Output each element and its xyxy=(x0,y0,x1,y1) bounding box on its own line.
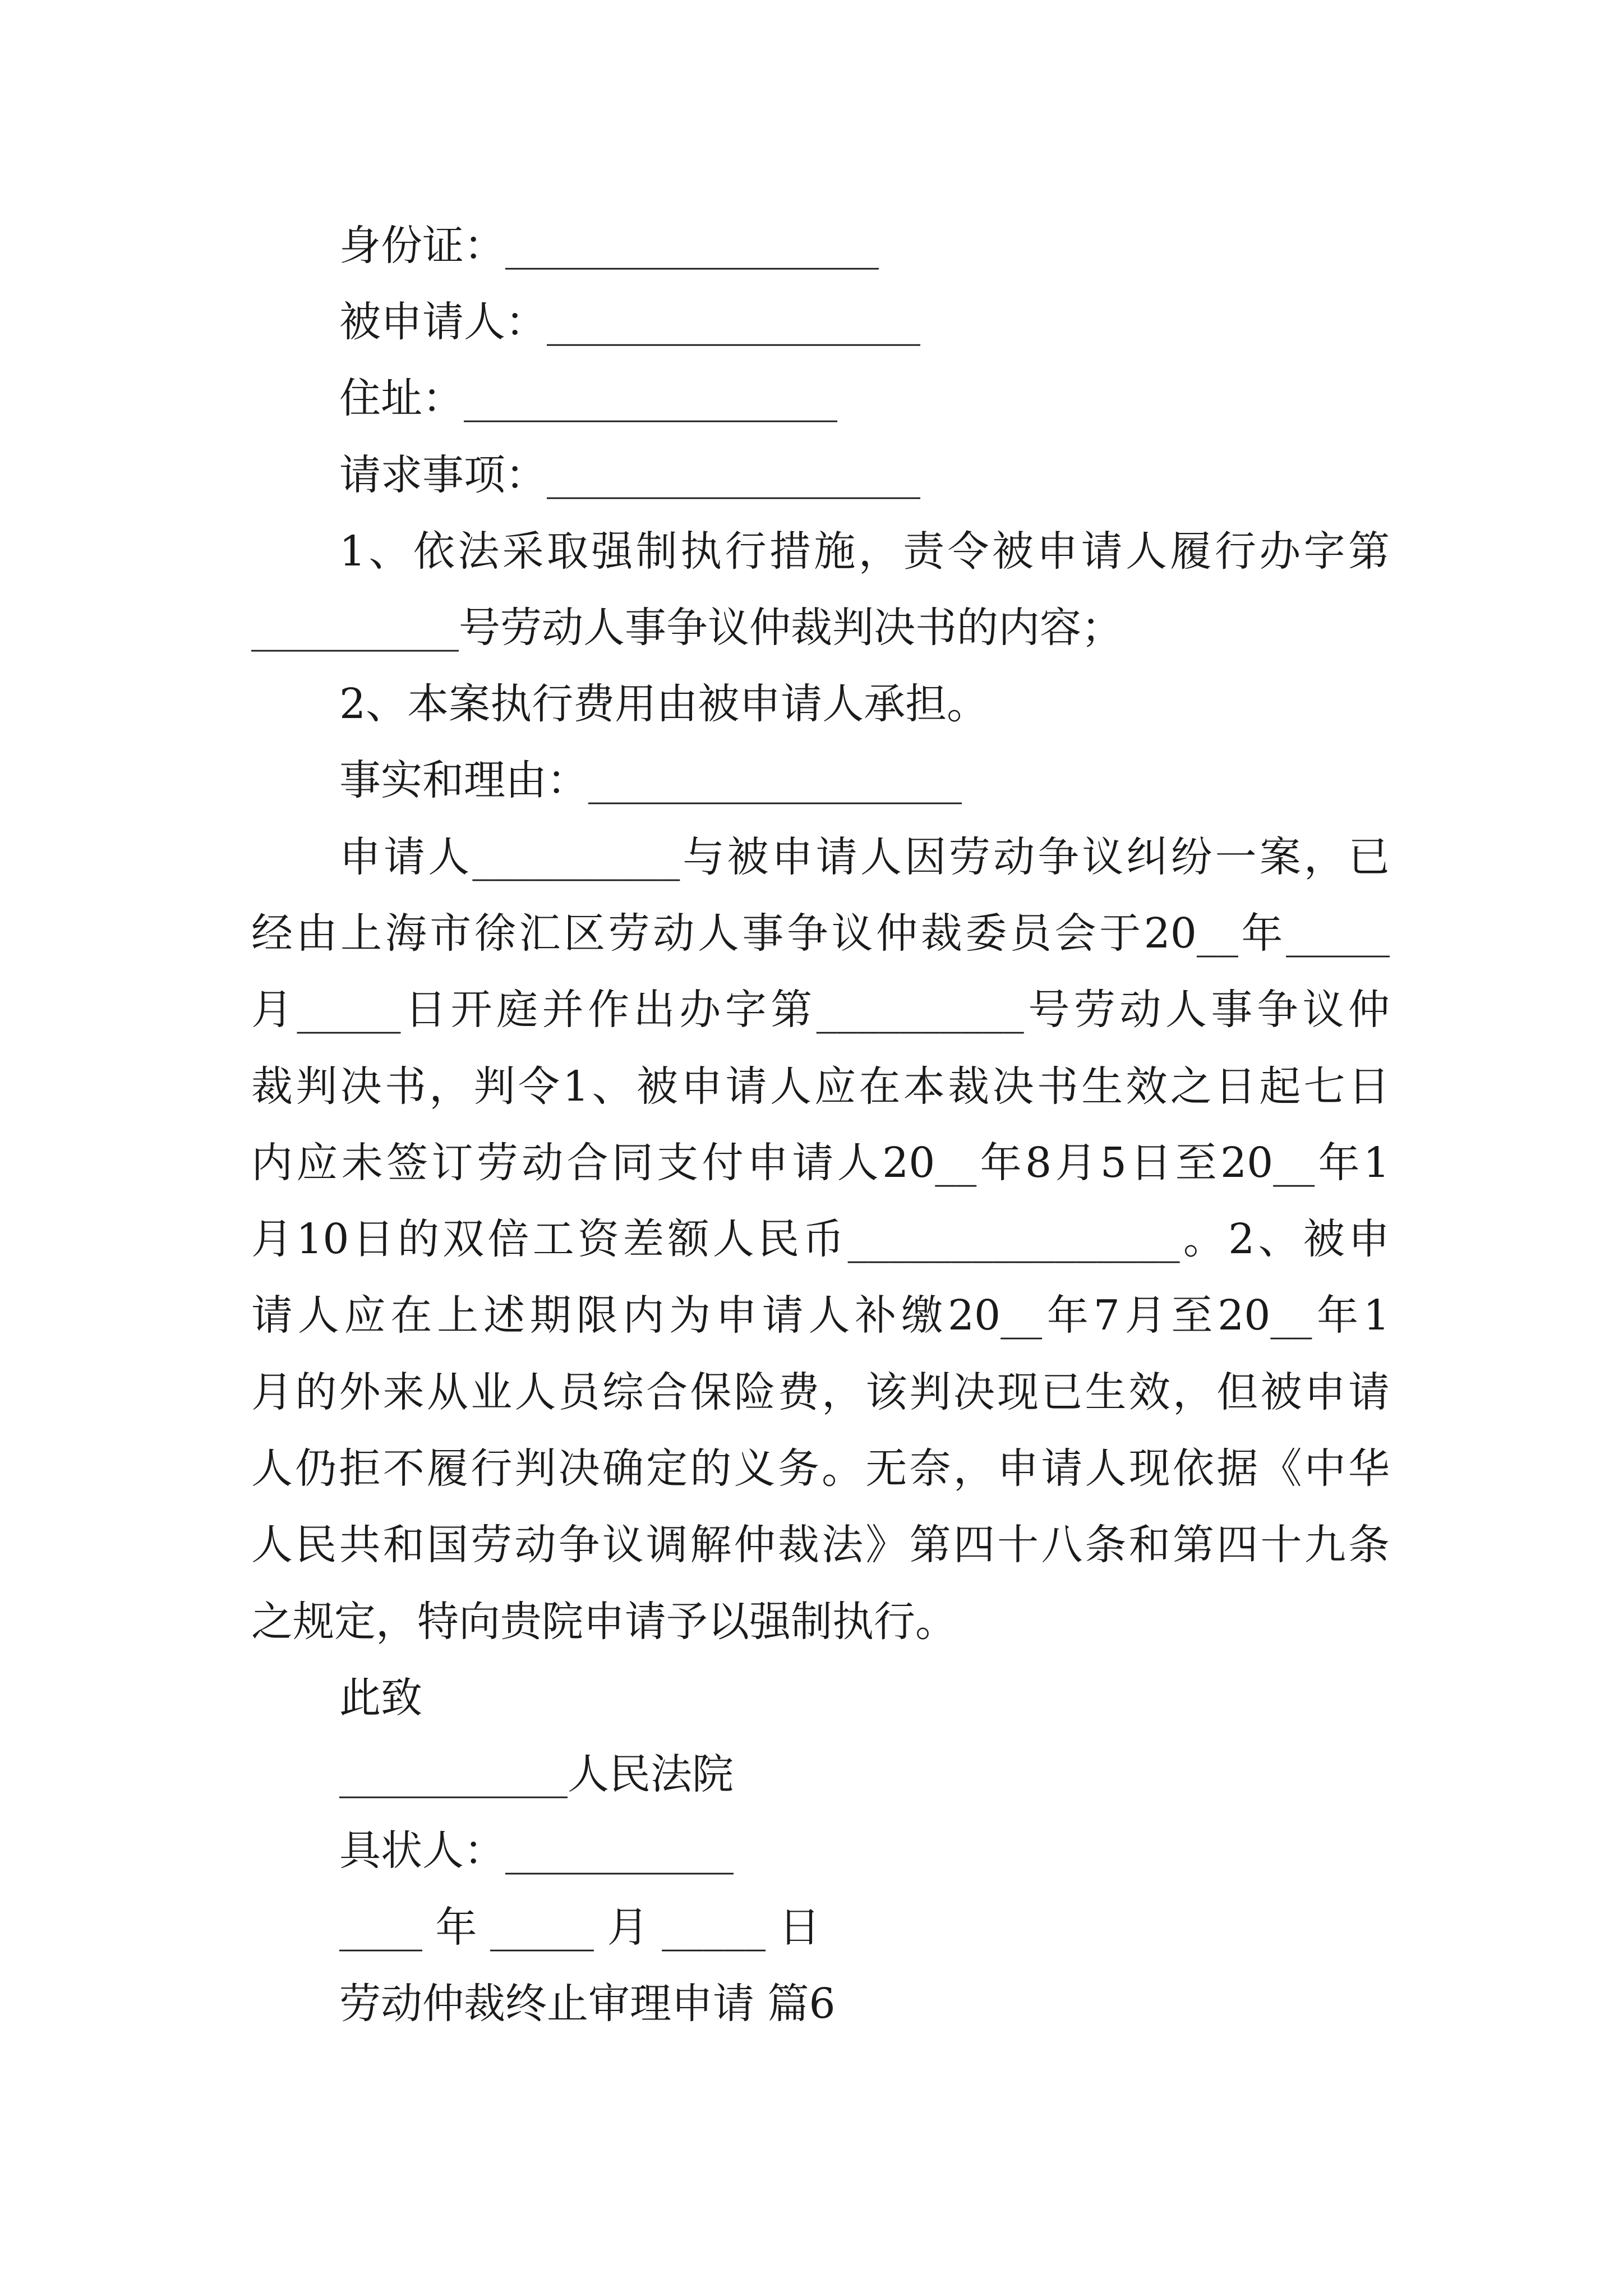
body-paragraph-line-11: 之规定，特向贵院申请予以强制执行。 xyxy=(251,1598,957,1646)
body-paragraph-line-7: 请人应在上述期限内为申请人补缴20__年7月至20__年1 xyxy=(251,1291,1390,1340)
salutation-line: 此致 xyxy=(339,1674,422,1722)
body-paragraph-line-6: 月10日的双倍工资差额人民币________________。2、被申 xyxy=(251,1215,1390,1263)
request-item-1-line-1: 1、依法采取强制执行措施，责令被申请人履行办字第 xyxy=(339,527,1390,576)
body-paragraph-line-8: 月的外来从业人员综合保险费，该判决现已生效，但被申请 xyxy=(251,1368,1390,1416)
body-paragraph-line-9: 人仍拒不履行判决确定的义务。无奈，申请人现依据《中华 xyxy=(251,1444,1390,1493)
date-line: ____ 年 _____ 月 _____ 日 xyxy=(339,1903,820,1952)
body-paragraph-line-10: 人民共和国劳动争议调解仲裁法》第四十八条和第四十九条 xyxy=(251,1521,1390,1569)
respondent-line: 被申请人：__________________ xyxy=(339,298,920,346)
signature-line: 具状人：___________ xyxy=(339,1826,734,1875)
facts-reasons-line: 事实和理由：__________________ xyxy=(339,756,962,804)
body-paragraph-line-2: 经由上海市徐汇区劳动人事争议仲裁委员会于20__年_____ xyxy=(251,909,1390,958)
request-item-1-line-2: __________号劳动人事争议仲裁判决书的内容； xyxy=(251,604,1123,652)
body-paragraph-line-4: 裁判决书，判令1、被申请人应在本裁决书生效之日起七日 xyxy=(251,1062,1390,1111)
body-paragraph-line-5: 内应未签订劳动合同支付申请人20__年8月5日至20__年1 xyxy=(251,1139,1390,1187)
request-items-line: 请求事项：__________________ xyxy=(339,451,920,499)
section-heading: 劳动仲裁终止审理申请 篇6 xyxy=(339,1980,836,2028)
id-card-line: 身份证：__________________ xyxy=(339,222,879,270)
address-line: 住址：__________________ xyxy=(339,374,837,422)
body-paragraph-line-3: 月_____日开庭并作出办字第__________号劳动人事争议仲 xyxy=(251,986,1390,1034)
request-item-2-line: 2、本案执行费用由被申请人承担。 xyxy=(339,680,989,728)
court-line: ___________人民法院 xyxy=(339,1750,734,1798)
body-paragraph-line-1: 申请人__________与被申请人因劳动争议纠纷一案，已 xyxy=(339,833,1390,881)
